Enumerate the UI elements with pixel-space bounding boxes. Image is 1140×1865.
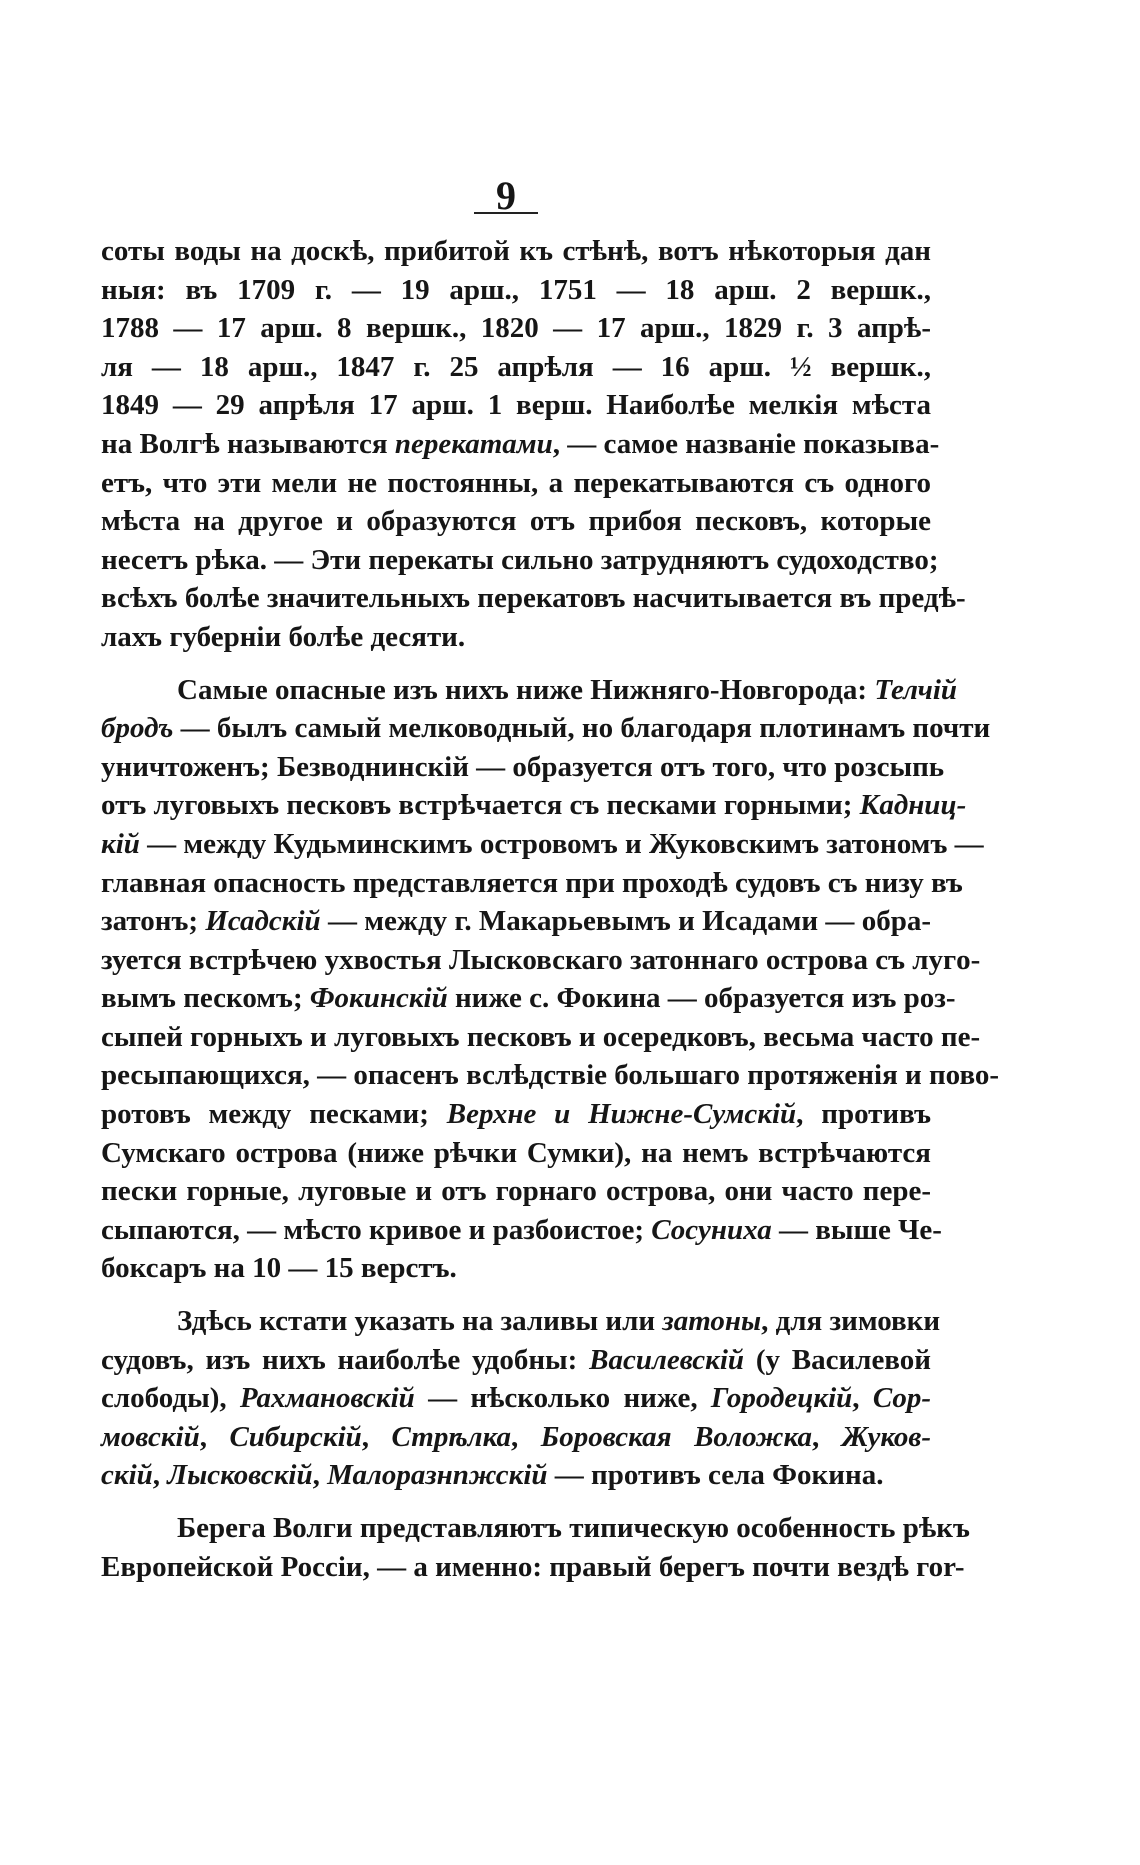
text-segment: затонъ;: [101, 905, 206, 938]
text-segment: ,: [811, 1420, 842, 1453]
italic-term: Жуков-: [841, 1420, 932, 1453]
text-segment: сыпаются, — мѣсто кривое и разбоистое;: [101, 1213, 652, 1246]
italic-term: скій: [101, 1459, 153, 1492]
text-line: [101, 348, 931, 387]
italic-term: Телчій: [874, 673, 958, 706]
text-line: [101, 825, 984, 864]
text-segment: , противъ: [796, 1098, 931, 1131]
italic-term: Рахмановскій: [239, 1382, 415, 1415]
italic-term: затоны: [662, 1305, 762, 1338]
italic-term: Сор-: [872, 1382, 932, 1415]
text-line: [101, 579, 966, 618]
text-line: [101, 1211, 942, 1250]
text-line: [101, 1249, 931, 1288]
text-segment: Сумскаго острова (ниже рѣчки Сумки), на немъ встрѣчаются: [101, 1136, 931, 1169]
text-line: [101, 1509, 970, 1548]
text-segment: ниже с. Фокина — образуется изъ роз-: [447, 982, 956, 1015]
italic-term: Кадниц-: [859, 789, 967, 822]
italic-term: кій: [101, 827, 140, 860]
text-segment: слободы),: [101, 1382, 240, 1415]
text-segment: , — самое названіе показыва-: [552, 427, 940, 460]
text-segment: — выше Че-: [771, 1213, 942, 1246]
text-line: [101, 864, 963, 903]
text-segment: главная опасность представляется при проходѣ судовъ съ низу въ: [101, 866, 963, 899]
text-segment: ,: [199, 1420, 230, 1453]
text-segment: ля — 18 арш., 1847 г. 25 апрѣля — 16 арш. ½ вершк.,: [101, 350, 931, 383]
header-rule: [474, 212, 538, 214]
text-segment: зуется встрѣчею ухвостья Лысковскаго затоннаго острова съ лугo-: [101, 943, 981, 976]
italic-term: Лысковскій: [167, 1459, 313, 1492]
italic-term: Городецкій: [710, 1382, 853, 1415]
text-line: [101, 618, 931, 657]
text-segment: отъ луговыхъ песковъ встрѣчается съ песками горными;: [101, 789, 860, 822]
paragraph-gap: [101, 657, 931, 671]
text-segment: — противъ села Фокина.: [547, 1459, 884, 1492]
text-line: [101, 1379, 931, 1418]
text-line: [101, 425, 940, 464]
text-segment: — нѣсколько ниже,: [414, 1382, 711, 1415]
text-segment: уничтоженъ; Безводнинскій — образуется отъ того, что розсыпь: [101, 750, 945, 783]
text-line: [101, 1456, 931, 1495]
text-segment: Берега Волги представляютъ типическую особенность рѣкъ: [177, 1512, 970, 1544]
text-segment: несетъ рѣка. — Эти перекаты сильно затрудняютъ судоходство;: [101, 543, 939, 576]
italic-term: Исадскій: [205, 905, 321, 938]
body-text: [101, 232, 1000, 1586]
text-line: [101, 709, 991, 748]
text-segment: (у Василевой: [744, 1343, 931, 1376]
text-segment: 1788 — 17 арш. 8 вершк., 1820 — 17 арш., 1829 г. 3 апрѣ-: [101, 312, 931, 345]
italic-term: Василевскій: [589, 1343, 745, 1376]
text-segment: всѣхъ болѣе значительныхъ перекатовъ насчитывается въ предѣ-: [101, 582, 966, 615]
text-line: [101, 271, 931, 310]
text-line: [101, 1418, 931, 1457]
text-segment: 1849 — 29 апрѣля 17 арш. 1 верш. Наиболѣе мелкія мѣста: [101, 389, 931, 422]
italic-term: Верхне и Нижне-Сумскій: [446, 1098, 797, 1131]
text-line: [101, 902, 931, 941]
text-segment: ныя: въ 1709 г. — 19 арш., 1751 — 18 арш. 2 вершк.,: [101, 273, 931, 306]
text-segment: ,: [312, 1459, 328, 1492]
text-segment: соты воды на доскѣ, прибитой къ стѣнѣ, вотъ нѣкоторыя дан: [101, 235, 931, 267]
text-segment: боксаръ на 10 — 15 верстъ.: [101, 1252, 457, 1285]
page-number: 9: [496, 173, 516, 218]
text-segment: ,: [852, 1382, 873, 1415]
text-segment: мѣста на другое и образуются отъ прибоя песковъ, которые: [101, 505, 931, 538]
text-line: [101, 941, 981, 980]
text-line: [101, 1018, 981, 1057]
text-line: [101, 232, 931, 271]
italic-term: Сосуниха: [651, 1213, 772, 1246]
text-segment: ,: [152, 1459, 168, 1492]
text-line: [101, 671, 958, 710]
text-segment: ресыпающихся, — опасенъ вслѣдствіе большаго протяженія и пово-: [101, 1059, 1000, 1092]
italic-term: мовскій: [101, 1420, 200, 1453]
italic-term: Боровская Воложка: [540, 1420, 812, 1453]
text-line: [101, 502, 931, 541]
text-segment: на Волгѣ называются: [101, 427, 395, 460]
text-line: [101, 748, 945, 787]
text-segment: ,: [361, 1420, 392, 1453]
text-line: [101, 1172, 931, 1211]
text-segment: — былъ самый мелководный, но благодаря плотинамъ почти: [173, 712, 991, 745]
text-segment: Здѣсь кстати указать на заливы или: [177, 1305, 663, 1338]
text-segment: судовъ, изъ нихъ наиболѣе удобны:: [101, 1343, 590, 1376]
text-line: [101, 1095, 931, 1134]
text-line: [101, 464, 931, 503]
text-segment: ,: [511, 1420, 541, 1453]
text-line: [101, 541, 939, 580]
paragraph-gap: [101, 1495, 931, 1509]
text-line: [101, 1056, 1000, 1095]
italic-term: Фокинскій: [309, 982, 448, 1015]
italic-term: Малоразнпжскій: [327, 1459, 548, 1492]
text-segment: Самые опасные изъ нихъ ниже Нижняго-Новгорода:: [177, 673, 875, 706]
text-segment: — между г. Макарьевымъ и Исадами — обра-: [320, 905, 931, 938]
text-line: [101, 1134, 931, 1173]
text-line: [101, 1341, 931, 1380]
text-segment: ротовъ между песками;: [101, 1098, 447, 1131]
text-line: [101, 1302, 941, 1341]
text-line: [101, 386, 931, 425]
italic-term: Сибирскій: [229, 1420, 362, 1453]
text-segment: Европейской Россіи, — а именно: правый берегъ почти вездѣ гоr-: [101, 1550, 965, 1583]
paragraph-gap: [101, 1288, 931, 1302]
italic-term: Стрѣлка: [391, 1420, 512, 1453]
text-segment: сыпей горныхъ и луговыхъ песковъ и осередковъ, весьма часто пе-: [101, 1020, 981, 1053]
text-line: [101, 786, 967, 825]
text-line: [101, 1548, 965, 1587]
text-line: [101, 979, 956, 1018]
text-line: [101, 309, 931, 348]
text-segment: етъ, что эти мели не постоянны, а перекатываются съ одного: [101, 466, 931, 499]
text-segment: — между Кудьминскимъ островомъ и Жуковскимъ затономъ —: [139, 827, 984, 860]
text-segment: вымъ пескомъ;: [101, 982, 310, 1015]
text-segment: , для зимовки: [761, 1305, 941, 1338]
text-segment: пески горные, луговые и отъ горнаго острова, они часто пере-: [101, 1175, 931, 1208]
italic-term: перекатами: [394, 427, 553, 460]
italic-term: бродъ: [101, 712, 174, 745]
text-segment: лахъ губерніи болѣе десяти.: [101, 620, 466, 653]
